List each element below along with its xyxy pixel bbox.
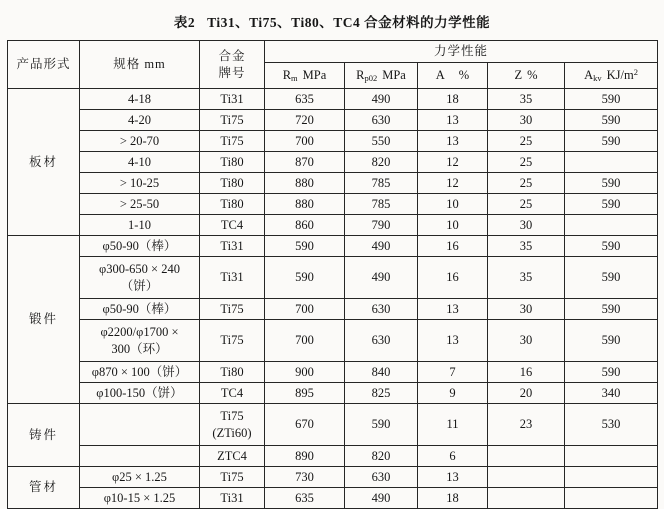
col-header-z: Z % <box>488 63 565 89</box>
alloy-cell: Ti31 <box>200 257 265 299</box>
rm-cell: 880 <box>265 173 345 194</box>
rm-cell: 700 <box>265 320 345 362</box>
a-cell: 18 <box>418 488 488 509</box>
rp02-cell: 630 <box>345 299 418 320</box>
a-cell: 13 <box>418 467 488 488</box>
akv-cell: 590 <box>565 131 658 152</box>
rp02-cell: 825 <box>345 383 418 404</box>
rm-cell: 890 <box>265 446 345 467</box>
table-row <box>8 446 658 467</box>
rp02-cell: 590 <box>345 404 418 446</box>
a-cell: 10 <box>418 194 488 215</box>
z-cell: 35 <box>488 236 565 257</box>
rm-cell: 730 <box>265 467 345 488</box>
rm-cell: 700 <box>265 131 345 152</box>
rp02-cell: 790 <box>345 215 418 236</box>
rp02-cell: 490 <box>345 89 418 110</box>
rp02-cell: 785 <box>345 173 418 194</box>
table-row <box>8 110 658 131</box>
alloy-cell: Ti75 <box>200 320 265 362</box>
table-row <box>8 152 658 173</box>
rp02-cell: 490 <box>345 257 418 299</box>
a-cell: 10 <box>418 215 488 236</box>
a-cell: 13 <box>418 299 488 320</box>
rm-cell: 700 <box>265 299 345 320</box>
rp02-cell: 840 <box>345 362 418 383</box>
akv-cell: 590 <box>565 194 658 215</box>
alloy-cell: Ti80 <box>200 173 265 194</box>
alloy-cell: Ti75 <box>200 467 265 488</box>
rm-cell: 870 <box>265 152 345 173</box>
spec-cell: φ100-150（饼） <box>80 383 200 404</box>
col-header-spec: 规格 mm <box>80 41 200 89</box>
akv-cell: 590 <box>565 257 658 299</box>
a-cell: 18 <box>418 89 488 110</box>
akv-cell: 590 <box>565 89 658 110</box>
alloy-cell: Ti80 <box>200 194 265 215</box>
akv-cell <box>565 488 658 509</box>
product-group-plate: 板材 <box>8 89 80 236</box>
rm-cell: 895 <box>265 383 345 404</box>
alloy-cell: TC4 <box>200 215 265 236</box>
alloy-cell: Ti75 <box>200 131 265 152</box>
col-header-product-form: 产品形式 <box>8 41 80 89</box>
alloy-cell: ZTC4 <box>200 446 265 467</box>
z-cell <box>488 446 565 467</box>
akv-cell: 590 <box>565 173 658 194</box>
spec-cell: φ300-650 × 240 （饼） <box>80 257 200 299</box>
z-cell: 30 <box>488 215 565 236</box>
alloy-cell: Ti31 <box>200 236 265 257</box>
rm-cell: 720 <box>265 110 345 131</box>
spec-cell: φ10-15 × 1.25 <box>80 488 200 509</box>
spec-cell: φ870 × 100（饼） <box>80 362 200 383</box>
table-row <box>8 173 658 194</box>
alloy-cell: Ti80 <box>200 152 265 173</box>
akv-cell: 590 <box>565 299 658 320</box>
z-cell: 25 <box>488 194 565 215</box>
a-cell: 12 <box>418 173 488 194</box>
spec-cell: 4-18 <box>80 89 200 110</box>
alloy-cell: TC4 <box>200 383 265 404</box>
table-row <box>8 320 658 362</box>
a-cell: 6 <box>418 446 488 467</box>
table-row <box>8 257 658 299</box>
rm-cell: 880 <box>265 194 345 215</box>
akv-cell <box>565 152 658 173</box>
akv-cell: 340 <box>565 383 658 404</box>
akv-cell: 590 <box>565 236 658 257</box>
table-row <box>8 131 658 152</box>
col-header-alloy: 合金 牌号 <box>200 41 265 89</box>
product-group-forging: 锻件 <box>8 236 80 404</box>
table-row <box>8 89 658 110</box>
product-group-casting: 铸件 <box>8 404 80 467</box>
spec-cell: > 10-25 <box>80 173 200 194</box>
rm-cell: 590 <box>265 236 345 257</box>
table-row <box>8 194 658 215</box>
spec-cell: > 25-50 <box>80 194 200 215</box>
col-header-a: A % <box>418 63 488 89</box>
akv-cell: 590 <box>565 110 658 131</box>
table-row <box>8 215 658 236</box>
rm-cell: 635 <box>265 488 345 509</box>
z-cell: 23 <box>488 404 565 446</box>
spec-cell <box>80 404 200 446</box>
rp02-cell: 820 <box>345 446 418 467</box>
rm-cell: 635 <box>265 89 345 110</box>
rp02-cell: 550 <box>345 131 418 152</box>
alloy-cell: Ti75 <box>200 110 265 131</box>
rp02-cell: 630 <box>345 110 418 131</box>
spec-cell: φ50-90（棒） <box>80 236 200 257</box>
z-cell: 25 <box>488 173 565 194</box>
z-cell <box>488 488 565 509</box>
akv-cell <box>565 215 658 236</box>
product-group-tube: 管材 <box>8 467 80 509</box>
alloy-cell: Ti75 <box>200 299 265 320</box>
spec-cell: > 20-70 <box>80 131 200 152</box>
z-cell: 35 <box>488 257 565 299</box>
a-cell: 11 <box>418 404 488 446</box>
rp02-cell: 490 <box>345 236 418 257</box>
rm-cell: 590 <box>265 257 345 299</box>
table-row <box>8 362 658 383</box>
rp02-cell: 490 <box>345 488 418 509</box>
spec-cell: 4-10 <box>80 152 200 173</box>
spec-cell: φ2200/φ1700 × 300（环） <box>80 320 200 362</box>
spec-cell: φ25 × 1.25 <box>80 467 200 488</box>
spec-cell <box>80 446 200 467</box>
table-row <box>8 488 658 509</box>
a-cell: 13 <box>418 131 488 152</box>
rp02-cell: 630 <box>345 320 418 362</box>
spec-cell: 4-20 <box>80 110 200 131</box>
akv-cell: 590 <box>565 320 658 362</box>
rm-cell: 860 <box>265 215 345 236</box>
z-cell: 30 <box>488 320 565 362</box>
akv-cell <box>565 467 658 488</box>
z-cell <box>488 467 565 488</box>
rp02-cell: 785 <box>345 194 418 215</box>
table-row <box>8 299 658 320</box>
rm-cell: 900 <box>265 362 345 383</box>
table-row <box>8 404 658 446</box>
table-title-text: Ti31、Ti75、Ti80、TC4 合金材料的力学性能 <box>207 15 491 30</box>
table-title <box>0 11 664 31</box>
mechanical-properties-table <box>7 40 658 509</box>
akv-cell: 530 <box>565 404 658 446</box>
alloy-cell: Ti31 <box>200 89 265 110</box>
col-header-akv: $A_{kv}$ $KJ/m^2$ <box>565 63 658 89</box>
a-cell: 16 <box>418 257 488 299</box>
col-header-rm: $R_m$ MPa <box>265 63 345 89</box>
col-header-rp02: $R_{p02}$ MPa <box>345 63 418 89</box>
table-row <box>8 236 658 257</box>
a-cell: 9 <box>418 383 488 404</box>
z-cell: 30 <box>488 299 565 320</box>
table-number: 表2 <box>173 15 196 30</box>
z-cell: 30 <box>488 110 565 131</box>
a-cell: 16 <box>418 236 488 257</box>
a-cell: 12 <box>418 152 488 173</box>
z-cell: 16 <box>488 362 565 383</box>
spec-cell: 1-10 <box>80 215 200 236</box>
a-cell: 13 <box>418 110 488 131</box>
table-row <box>8 467 658 488</box>
z-cell: 35 <box>488 89 565 110</box>
rp02-cell: 820 <box>345 152 418 173</box>
rp02-cell: 630 <box>345 467 418 488</box>
rm-cell: 670 <box>265 404 345 446</box>
z-cell: 25 <box>488 131 565 152</box>
a-cell: 13 <box>418 320 488 362</box>
a-cell: 7 <box>418 362 488 383</box>
alloy-cell: Ti80 <box>200 362 265 383</box>
alloy-cell: Ti75 (ZTi60) <box>200 404 265 446</box>
akv-cell: 590 <box>565 362 658 383</box>
table-row <box>8 383 658 404</box>
z-cell: 25 <box>488 152 565 173</box>
spec-cell: φ50-90（棒） <box>80 299 200 320</box>
col-header-mechanical-properties: 力学性能 <box>265 41 658 63</box>
alloy-cell: Ti31 <box>200 488 265 509</box>
akv-cell <box>565 446 658 467</box>
z-cell: 20 <box>488 383 565 404</box>
